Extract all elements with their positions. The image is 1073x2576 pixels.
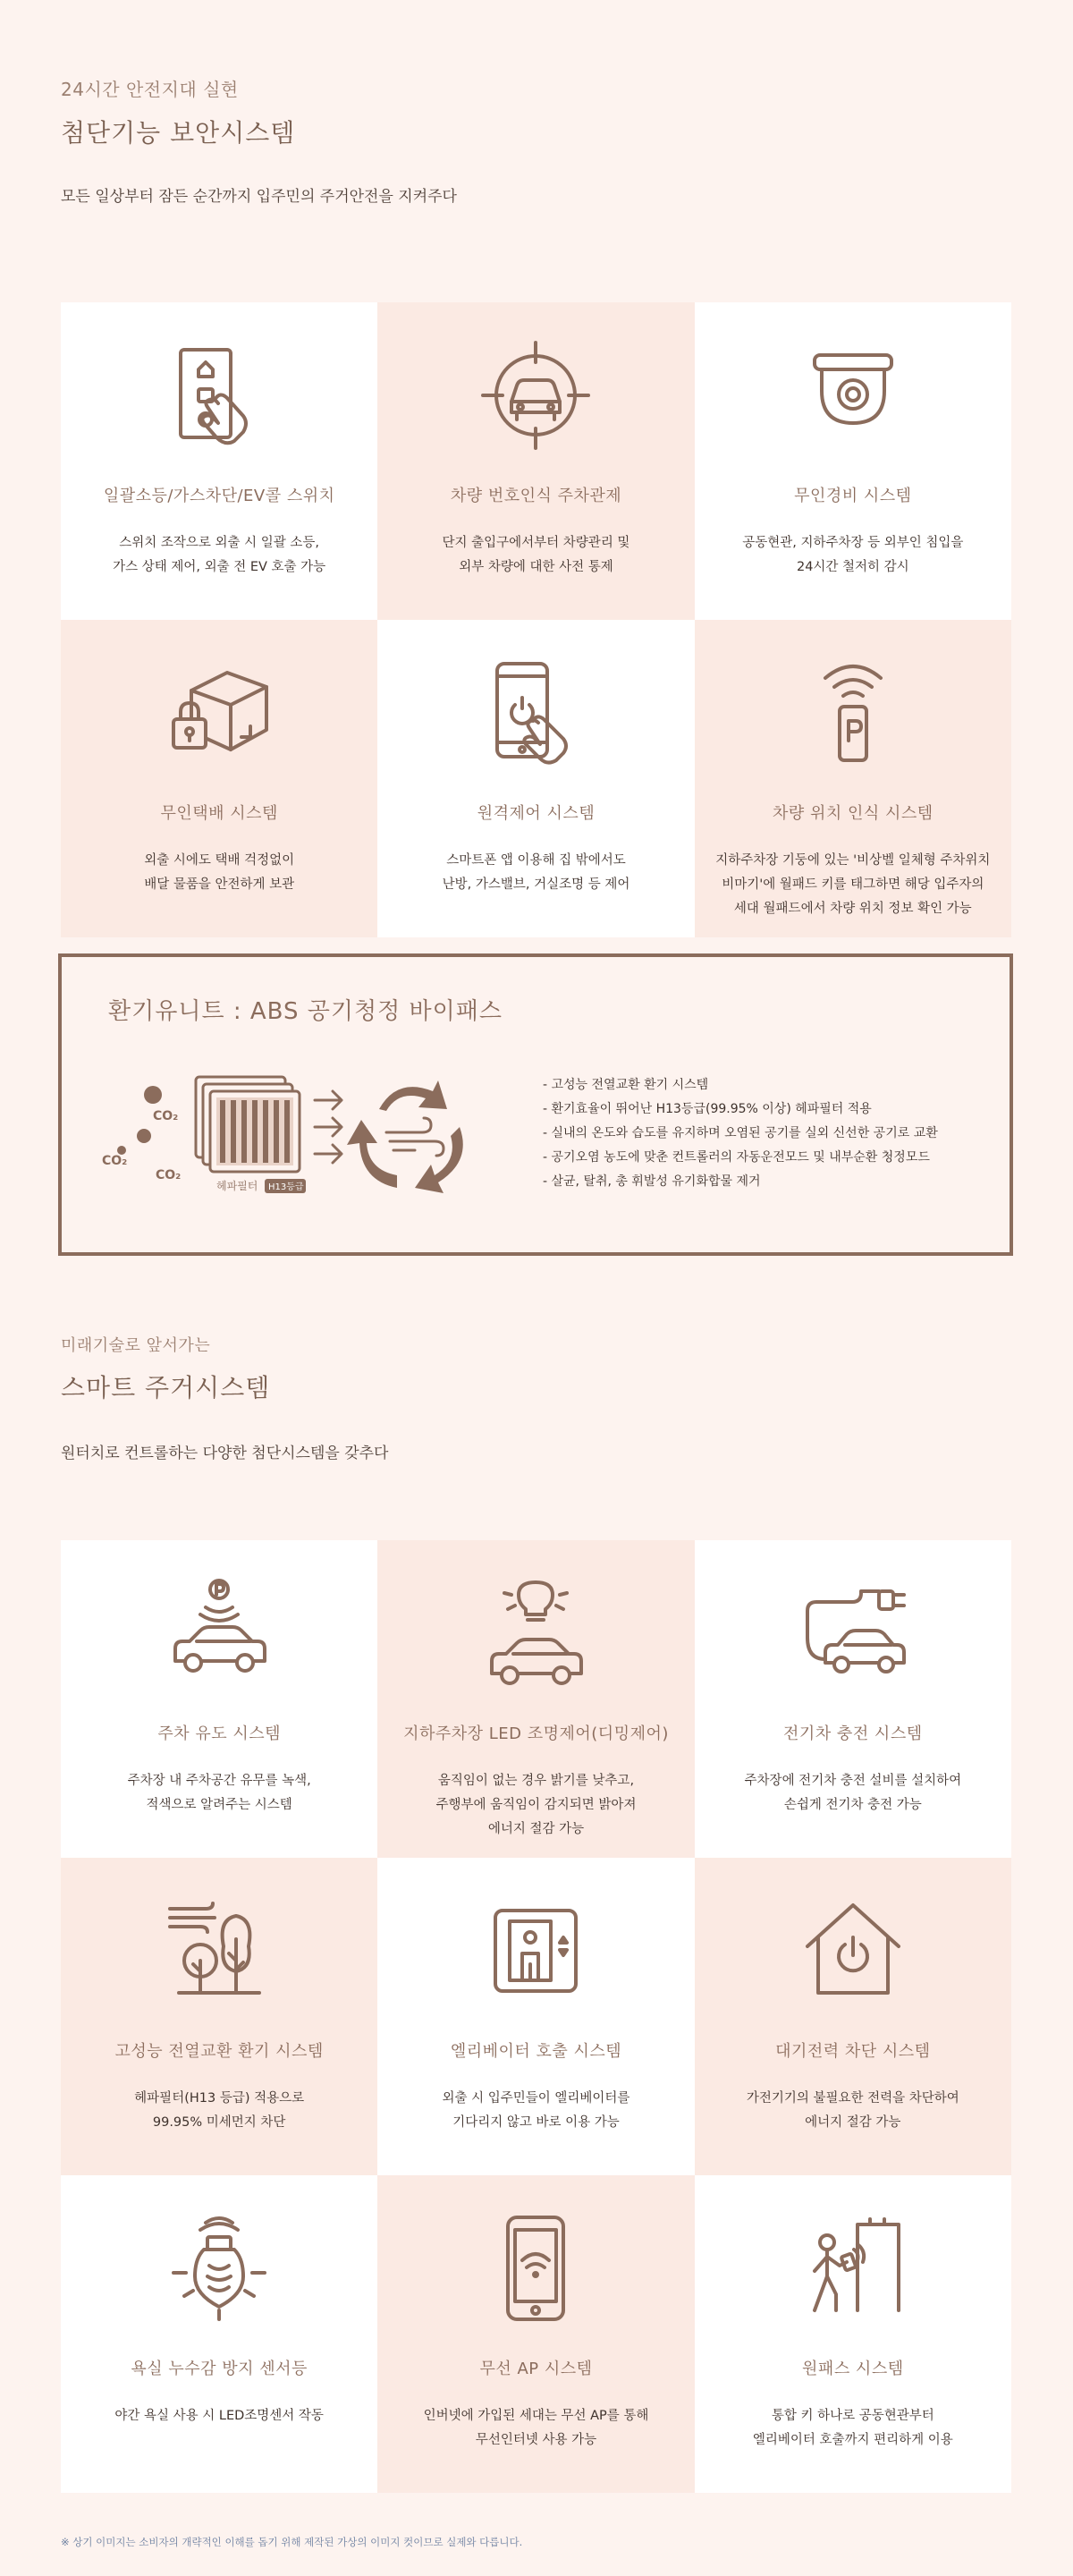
vent-title: 환기유니트 : ABS 공기청정 바이패스 [108, 998, 503, 1025]
vent-unit-box [58, 953, 1013, 1256]
card-title: 차량 위치 인식 시스템 [773, 804, 934, 823]
smart-card-ev [695, 1540, 1011, 1858]
parcel-lock-icon [156, 650, 282, 775]
card-desc: 헤파필터(H13 등급) 적용으로 99.95% 미세먼지 차단 [134, 2091, 305, 2130]
card-desc: 움직임이 없는 경우 밝기를 낮추고, 주행부에 움직임이 감지되면 밝아져 에너지 절감 가능 [435, 1774, 637, 1836]
list-item: - 공기오염 농도에 맞춘 컨트롤러의 자동운전모드 및 내부순환 청정모드 [543, 1150, 930, 1165]
security-grid [61, 302, 1011, 937]
card-title: 욕실 누수감 방지 센서등 [131, 2360, 308, 2378]
card-title: 원격제어 시스템 [477, 804, 596, 823]
security-card-parcel [61, 620, 377, 937]
list-item: - 고성능 전열교환 환기 시스템 [543, 1078, 709, 1092]
smart-card-vent [61, 1858, 377, 2175]
trees-wind-icon [156, 1888, 282, 2013]
led-car-icon [473, 1571, 598, 1696]
security-header [61, 75, 457, 206]
ev-charge-icon [790, 1571, 916, 1696]
smart-card-parking [61, 1540, 377, 1858]
vent-feature-list [543, 1073, 938, 1194]
co2-label: CO₂ [156, 1168, 182, 1182]
cctv-camera-icon [790, 333, 916, 458]
card-title: 일괄소등/가스차단/EV콜 스위치 [103, 487, 335, 505]
card-title: 엘리베이터 호출 시스템 [450, 2042, 622, 2061]
card-desc: 인버넷에 가입된 세대는 무선 AP를 통해 무선인터넷 사용 가능 [423, 2409, 649, 2447]
smart-card-standby [695, 1858, 1011, 2175]
card-desc: 스위치 조작으로 외출 시 일괄 소등, 가스 상태 제어, 외출 전 EV 호출 가능 [113, 536, 326, 574]
card-desc: 주차장 내 주차공간 유무를 녹색, 적색으로 알려주는 시스템 [127, 1774, 311, 1812]
filter-badge: H13등급 [268, 1182, 304, 1192]
card-title: 주차 유도 시스템 [157, 1724, 281, 1743]
phone-wifi-icon [473, 2206, 598, 2331]
onepass-icon [790, 2206, 916, 2331]
smart-title: 스마트 주거시스템 [61, 1373, 271, 1402]
smart-eyebrow: 미래기술로 앞서가는 [61, 1336, 211, 1355]
smart-grid [61, 1540, 1011, 2493]
vent-illustration [102, 1073, 522, 1208]
security-title: 첨단기능 보안시스템 [61, 118, 296, 148]
card-desc: 가전기기의 불필요한 전력을 차단하여 에너지 절감 가능 [746, 2091, 959, 2130]
card-desc: 외출 시 입주민들이 엘리베이터를 기다리지 않고 바로 이용 가능 [442, 2091, 630, 2130]
card-title: 무인택배 시스템 [160, 804, 278, 823]
security-desc: 모든 일상부터 잠든 순간까지 입주민의 주거안전을 지켜주다 [61, 188, 457, 206]
bulb-sensor-icon [156, 2206, 282, 2331]
smart-header [61, 1333, 388, 1462]
card-desc: 스마트폰 앱 이용해 집 밖에서도 난방, 가스밸브, 거실조명 등 제어 [442, 853, 630, 892]
card-desc: 공동현관, 지하주차장 등 외부인 침입을 24시간 철저히 감시 [742, 536, 964, 574]
security-card-lpr [377, 302, 694, 620]
security-card-remote [377, 620, 694, 937]
switch-panel-icon [156, 333, 282, 458]
car-target-icon [473, 333, 598, 458]
co2-label: CO₂ [153, 1109, 179, 1123]
card-title: 지하주차장 LED 조명제어(디밍제어) [403, 1724, 669, 1743]
security-eyebrow: 24시간 안전지대 실현 [61, 79, 239, 100]
card-desc: 주차장에 전기차 충전 설비를 설치하여 손쉽게 전기차 충전 가능 [744, 1774, 962, 1812]
elevator-icon [473, 1888, 598, 2013]
smart-card-wifi [377, 2175, 694, 2493]
house-power-icon [790, 1888, 916, 2013]
co2-label: CO₂ [102, 1154, 128, 1168]
card-title: 차량 번호인식 주차관제 [450, 487, 622, 505]
list-item: - 살균, 탈취, 총 휘발성 유기화합물 제거 [543, 1174, 761, 1189]
card-desc: 통합 키 하나로 공동현관부터 엘리베이터 호출까지 편리하게 이용 [752, 2409, 953, 2447]
card-title: 고성능 전열교환 환기 시스템 [114, 2042, 324, 2061]
arrow-icon [315, 1091, 342, 1163]
card-title: 무인경비 시스템 [794, 487, 912, 505]
card-desc: 지하주차장 기둥에 있는 '비상벨 일체형 주차위치 비마기'에 월패드 키를 태그하면 해당 입주자의 세대 월패드에서 차량 위치 정보 확인 가능 [715, 853, 991, 916]
card-title: 원패스 시스템 [802, 2360, 904, 2378]
smart-card-bathroom-light [61, 2175, 377, 2493]
list-item: - 실내의 온도와 습도를 유지하며 오염된 공기를 실외 신선한 공기로 교환 [543, 1126, 938, 1140]
security-card-cctv [695, 302, 1011, 620]
smart-card-elevator [377, 1858, 694, 2175]
card-title: 무선 AP 시스템 [479, 2360, 593, 2378]
smart-card-led [377, 1540, 694, 1858]
filter-label: 헤파필터 [216, 1180, 258, 1192]
card-desc: 단지 출입구에서부터 차량관리 및 외부 차량에 대한 사전 통제 [442, 536, 630, 574]
list-item: - 환기효율이 뛰어난 H13등급(99.95% 이상) 헤파필터 적용 [543, 1102, 872, 1116]
footnote: ※ 상기 이미지는 소비자의 개략적인 이해를 돕기 위해 제작된 가상의 이미지 컷이므로 실제와 다릅니다. [61, 2536, 523, 2548]
smart-card-onepass [695, 2175, 1011, 2493]
security-card-carlocate [695, 620, 1011, 937]
smartphone-touch-icon [473, 650, 598, 775]
card-title: 대기전력 차단 시스템 [775, 2042, 931, 2061]
parking-guide-icon [156, 1571, 282, 1696]
security-card-switch [61, 302, 377, 620]
smart-desc: 원터치로 컨트롤하는 다양한 첨단시스템을 갖추다 [61, 1445, 389, 1462]
card-desc: 외출 시에도 택배 걱정없이 배달 물품을 안전하게 보관 [144, 853, 295, 892]
card-desc: 야간 욕실 사용 시 LED조명센서 작동 [114, 2409, 324, 2423]
parking-tag-icon [790, 650, 916, 775]
card-title: 전기차 충전 시스템 [783, 1724, 923, 1743]
